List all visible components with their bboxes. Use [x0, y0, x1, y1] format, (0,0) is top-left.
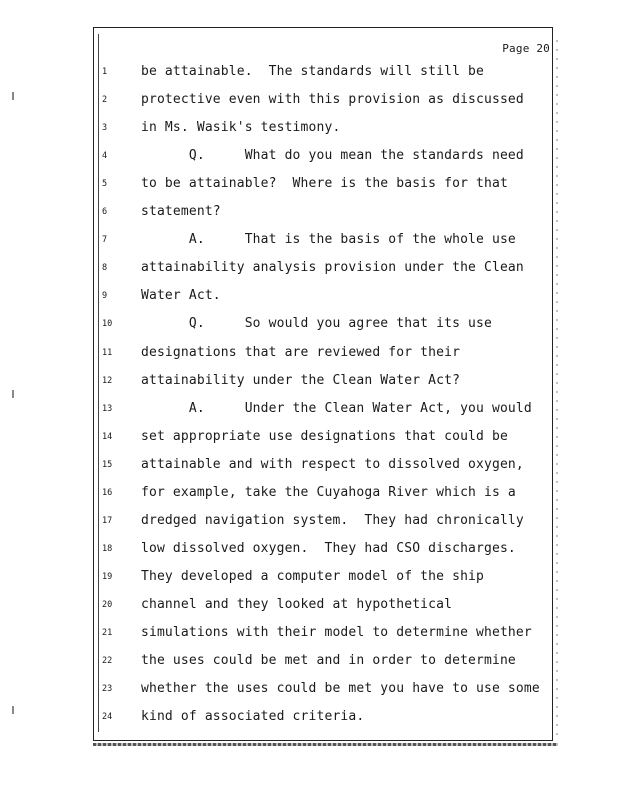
transcript-line: attainability under the Clean Water Act? — [141, 372, 461, 388]
transcript-line: low dissolved oxygen. They had CSO discharges. — [141, 540, 516, 556]
transcript-line: kind of associated criteria. — [141, 709, 365, 725]
transcript-line: Q. What do you mean the standards need — [141, 148, 524, 164]
line-number: 20 — [102, 599, 113, 610]
margin-rule — [98, 34, 99, 732]
line-number: 21 — [102, 628, 113, 638]
transcript-line: to be attainable? Where is the basis for that — [141, 176, 508, 192]
line-number: 24 — [102, 712, 113, 723]
transcript-line: in Ms. Wasik's testimony. — [141, 120, 341, 136]
transcript-line: the uses could be met and in order to determine — [141, 653, 516, 669]
transcript-line: attainability analysis provision under the Clean — [141, 260, 524, 276]
page-number: Page 20 — [502, 42, 550, 55]
line-number: 4 — [102, 151, 108, 162]
transcript-line: designations that are reviewed for their — [141, 344, 461, 360]
line-number: 13 — [102, 403, 113, 414]
line-number: 15 — [102, 459, 113, 470]
line-number: 8 — [102, 263, 108, 274]
transcript-line: whether the uses could be met you have to use some — [141, 681, 540, 697]
transcript-line: dredged navigation system. They had chronically — [141, 512, 524, 528]
line-number: 19 — [102, 571, 113, 582]
margin-mark — [12, 706, 14, 714]
transcript-line: Q. So would you agree that its use — [141, 316, 492, 332]
transcript-line: be attainable. The standards will still be — [141, 64, 484, 79]
line-number: 17 — [102, 515, 113, 526]
transcript-line: Water Act. — [141, 288, 221, 304]
transcript-line: A. Under the Clean Water Act, you would — [141, 400, 532, 416]
line-number: 3 — [102, 123, 108, 134]
line-number: 2 — [102, 95, 108, 106]
bottom-rule — [93, 743, 558, 746]
line-number: 18 — [102, 543, 113, 554]
transcript-line: channel and they looked at hypothetical — [141, 596, 453, 612]
line-number: 10 — [102, 319, 113, 330]
transcript-line: They developed a computer model of the ship — [141, 568, 484, 584]
transcript-line: simulations with their model to determine whether — [141, 625, 532, 640]
line-number: 23 — [102, 684, 113, 695]
transcript-line: A. That is the basis of the whole use — [141, 232, 516, 248]
margin-mark — [12, 92, 14, 100]
transcript-line: statement? — [141, 204, 221, 220]
line-number: 12 — [102, 375, 113, 386]
line-number: 6 — [102, 207, 108, 218]
scan-edge-artifact — [556, 40, 558, 740]
line-number: 5 — [102, 179, 108, 190]
transcript-line: for example, take the Cuyahoga River which is a — [141, 484, 516, 500]
line-number: 14 — [102, 431, 113, 442]
transcript-line: protective even with this provision as discussed — [141, 92, 524, 108]
line-number: 1 — [102, 67, 108, 77]
transcript-line: set appropriate use designations that could be — [141, 428, 508, 444]
transcript-line: attainable and with respect to dissolved oxygen, — [141, 456, 524, 472]
line-number: 7 — [102, 235, 108, 246]
transcript-page — [93, 27, 553, 741]
margin-mark — [12, 390, 14, 398]
line-number: 9 — [102, 291, 108, 302]
line-number: 11 — [102, 347, 113, 358]
line-number: 16 — [102, 487, 113, 498]
line-number: 22 — [102, 656, 113, 667]
